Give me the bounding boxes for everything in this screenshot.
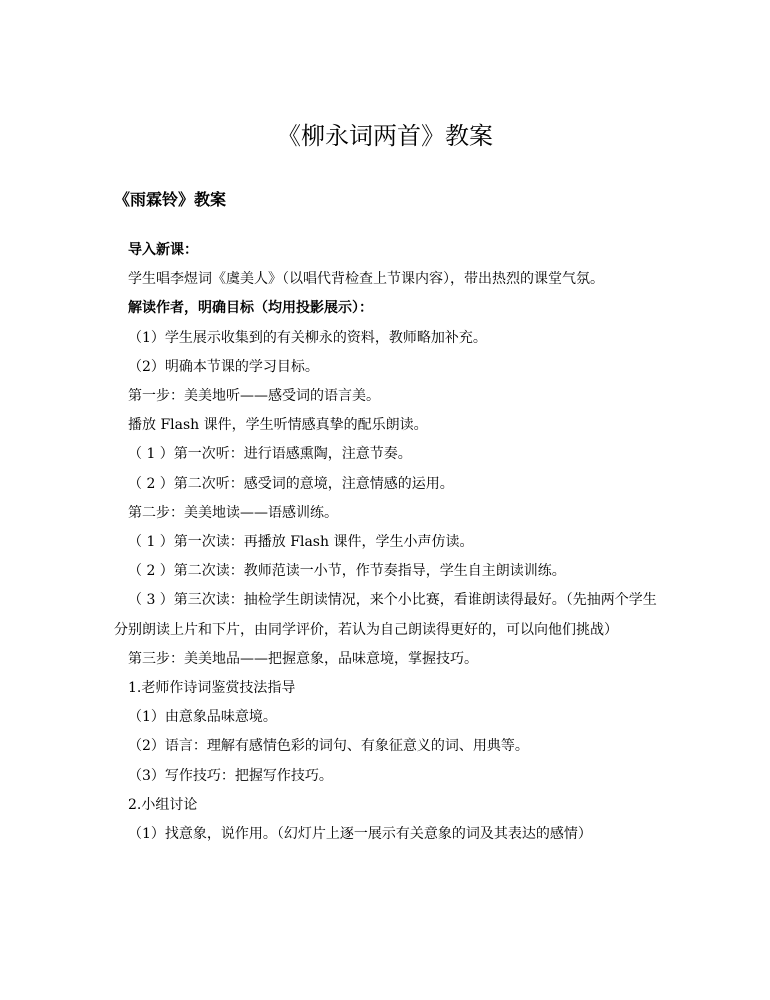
- paragraph: （3）写作技巧：把握写作技巧。: [128, 767, 333, 784]
- section-title: 《雨霖铃》教案: [114, 190, 227, 209]
- paragraph: （ 1 ）第一次读：再播放 Flash 课件，学生小声仿读。: [128, 534, 474, 551]
- paragraph: （1）学生展示收集到的有关柳永的资料，教师略加补充。: [128, 329, 487, 346]
- lesson-body: [114, 236, 659, 849]
- paragraph-intro-heading: 导入新课：: [128, 242, 198, 258]
- paragraph: （2）语言：理解有感情色彩的词句、有象征意义的词、用典等。: [128, 738, 529, 755]
- paragraph: 2.小组讨论: [128, 796, 198, 813]
- paragraph: 第三步：美美地品——把握意象，品味意境，掌握技巧。: [128, 650, 478, 667]
- paragraph-author-heading: 解读作者，明确目标（均用投影展示）：: [128, 300, 373, 317]
- paragraph: 1.老师作诗词鉴赏技法指导: [128, 680, 296, 697]
- paragraph: （1）找意象，说作用。（幻灯片上逐一展示有关意象的词及其表达的感情）: [128, 826, 592, 843]
- paragraph: （ 1 ）第一次听：进行语感熏陶，注意节奏。: [128, 446, 412, 463]
- paragraph: （ 2 ）第二次听：感受词的意境，注意情感的运用。: [128, 475, 454, 492]
- paragraph: 播放 Flash 课件，学生听情感真挚的配乐朗读。: [128, 417, 428, 434]
- paragraph: （1）由意象品味意境。: [128, 709, 277, 726]
- paragraph: 第一步：美美地听——感受词的语言美。: [128, 388, 380, 405]
- paragraph: （2）明确本节课的学习目标。: [128, 358, 319, 375]
- paragraph: 第二步：美美地读——语感训练。: [128, 504, 338, 521]
- paragraph: （ 3 ）第三次读：抽检学生朗读情况，来个小比赛，看谁朗读得最好。（先抽两个学生分别朗读上片和下片，由同学评价，若认为自己朗读得更好的，可以向他们挑战）: [114, 592, 657, 638]
- paragraph: （ 2 ）第二次读：教师范读一小节，作节奏指导，学生自主朗读训练。: [128, 563, 566, 580]
- paragraph: 学生唱李煜词《虞美人》（以唱代背检查上节课内容），带出热烈的课堂气氛。: [128, 271, 604, 288]
- document-title: 《柳永词两首》教案: [277, 122, 493, 150]
